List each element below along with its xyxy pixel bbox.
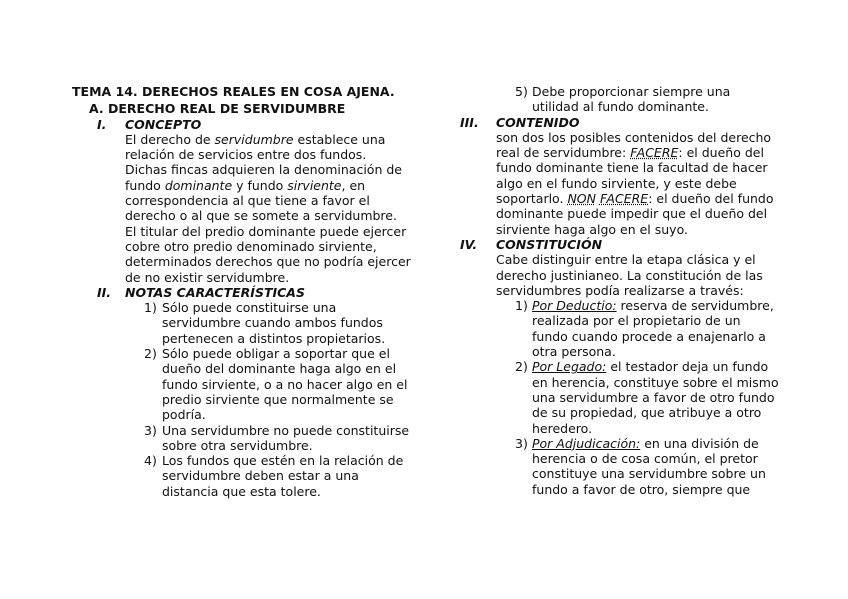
list-number: 2) bbox=[515, 359, 528, 375]
list-item bbox=[72, 453, 412, 499]
text-run: : el dueño del fundo dominante puede impedir que el dueño del sirviente haga algo en el suyo. bbox=[496, 191, 774, 237]
contenido-heading bbox=[460, 115, 780, 130]
emphasis-run: sirviente bbox=[287, 177, 342, 193]
list-item bbox=[460, 359, 780, 435]
list-item bbox=[460, 298, 780, 359]
text-run: : el dueño del fundo dominante tiene la facultad de hacer algo en el fundo sirviente, y este debe soportarlo. bbox=[496, 145, 768, 207]
facere-term: FACERE bbox=[630, 145, 679, 161]
text-run: y fundo bbox=[232, 177, 288, 193]
list-item bbox=[72, 346, 412, 422]
list-label: Por Deductio: bbox=[532, 298, 617, 314]
notas-label: NOTAS CARACTERÍSTICAS bbox=[125, 284, 305, 300]
list-number: 3) bbox=[515, 435, 528, 451]
notas-heading bbox=[72, 285, 412, 300]
list-number: 1) bbox=[144, 300, 157, 316]
list-text: Debe proporcionar siempre una utilidad al fundo dominante. bbox=[532, 84, 731, 115]
notas-number: II. bbox=[97, 284, 112, 300]
constitucion-heading bbox=[460, 237, 780, 252]
contenido-label: CONTENIDO bbox=[496, 114, 580, 130]
constitucion-intro: Cabe distinguir entre la etapa clásica y el derecho justinianeo. La constitución de las servidumbres podía realizarse a través: bbox=[496, 252, 763, 298]
concepto-label: CONCEPTO bbox=[125, 116, 202, 132]
concepto-number: I. bbox=[97, 116, 107, 132]
text-run: son dos los posibles contenidos del derecho real de servidumbre: bbox=[496, 129, 772, 161]
text-run: El derecho de bbox=[125, 131, 215, 147]
constitucion-number: IV. bbox=[460, 236, 478, 252]
list-item bbox=[460, 84, 780, 115]
list-label: Por Legado: bbox=[532, 359, 607, 375]
list-text: el testador deja un fundo en herencia, constituye sobre el mismo una servidumbre a favor de otro fundo de su propiedad, que atribuye a otro heredero. bbox=[532, 359, 779, 436]
text-run: , en correspondencia al que tiene a favor el derecho o al que se somete a servidumbre. El titular del predio dominante puede ejercer cobre otro predio denominado sirviente, determinados derechos que no podría ejercer de no existir servidumbre. bbox=[125, 177, 411, 285]
list-item bbox=[460, 436, 780, 497]
right-column bbox=[460, 84, 780, 497]
text-run: establece una relación de servicios entre dos fundos. Dichas fincas adquieren la denominación de fundo bbox=[125, 131, 402, 193]
emphasis-run: dominante bbox=[164, 177, 233, 193]
list-item bbox=[72, 300, 412, 346]
list-number: 3) bbox=[144, 422, 157, 438]
list-number: 1) bbox=[515, 298, 528, 314]
concepto-heading bbox=[72, 117, 412, 132]
list-label: Por Adjudicación: bbox=[532, 435, 641, 451]
list-text: Sólo puede obligar a soportar que el dueño del dominante haga algo en el fundo sirviente, o a no hacer algo en el predio sirviente que normalmente se podría. bbox=[162, 346, 408, 423]
list-item bbox=[72, 423, 412, 454]
section-a-title: A. DERECHO REAL DE SERVIDUMBRE bbox=[89, 101, 346, 117]
contenido-number: III. bbox=[460, 114, 479, 130]
list-text: en una división de herencia o de cosa común, el pretor constituye una servidumbre sobre un fundo a favor de otro, siempre que bbox=[532, 435, 766, 497]
concepto-paragraph bbox=[72, 132, 412, 285]
document-title: TEMA 14. DERECHOS REALES EN COSA AJENA. bbox=[72, 84, 395, 99]
left-column bbox=[72, 84, 412, 499]
contenido-paragraph bbox=[460, 130, 780, 237]
emphasis-run: servidumbre bbox=[214, 131, 294, 147]
list-number: 4) bbox=[144, 453, 157, 469]
list-number: 5) bbox=[515, 84, 528, 99]
list-text: reserva de servidumbre, realizada por el propietario de un fundo cuando procede a enajenarlo a otra persona. bbox=[532, 298, 774, 360]
facere-term: FACERE bbox=[599, 191, 649, 207]
non-term: NON bbox=[567, 191, 596, 207]
list-number: 2) bbox=[144, 346, 157, 362]
constitucion-label: CONSTITUCIÓN bbox=[496, 236, 603, 252]
list-text: Sólo puede constituirse una servidumbre cuando ambos fundos pertenecen a distintos propietarios. bbox=[162, 300, 386, 346]
list-text: Una servidumbre no puede constituirse sobre otra servidumbre. bbox=[162, 422, 410, 453]
list-text: Los fundos que estén en la relación de servidumbre deben estar a una distancia que esta tolere. bbox=[162, 453, 404, 499]
